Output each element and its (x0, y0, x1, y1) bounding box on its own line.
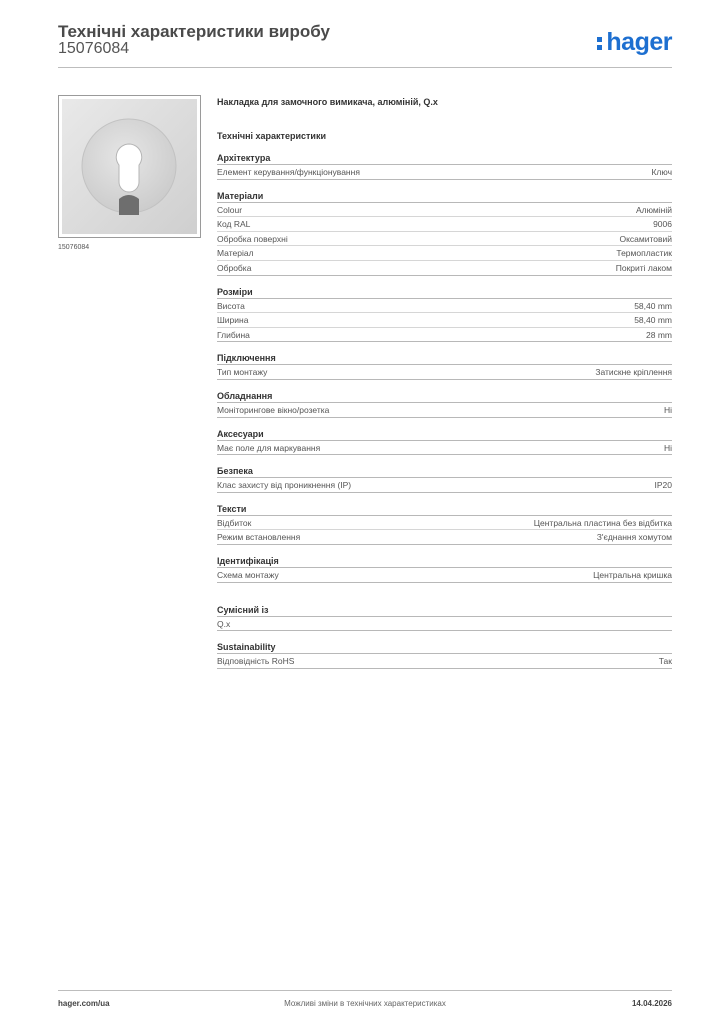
spec-row (217, 203, 672, 218)
spec-value: 58,40 mm (634, 300, 672, 311)
spec-label: Код RAL (217, 219, 251, 230)
section-title: Аксесуари (217, 427, 672, 441)
footer-disclaimer: Можливі зміни в технічних характеристиках (284, 999, 446, 1008)
section-title: Архітектура (217, 151, 672, 165)
spec-row (217, 232, 672, 247)
spec-section (217, 502, 672, 545)
spec-row (217, 441, 672, 456)
spec-row (217, 217, 672, 232)
logo-text: hager (606, 28, 672, 56)
spec-value: Ключ (651, 167, 672, 177)
spec-value: 9006 (653, 219, 672, 230)
section-title: Обладнання (217, 389, 672, 403)
spec-value: Ні (663, 404, 672, 415)
spec-value: Центральна пластина без відбитка (533, 517, 672, 528)
spec-label: Відповідність RoHS (217, 656, 295, 667)
spec-row (217, 654, 672, 669)
section-title: Матеріали (217, 189, 672, 203)
spec-section (217, 351, 672, 380)
spec-value: 28 mm (646, 329, 672, 340)
spec-row (217, 299, 672, 314)
spec-label: Клас захисту від проникнення (IP) (217, 480, 352, 491)
spec-value: Алюміній (636, 204, 672, 215)
spec-value: Оксамитовий (619, 233, 672, 244)
spec-sections (217, 151, 672, 669)
spec-section (217, 464, 672, 493)
spec-label: Глибина (217, 329, 250, 340)
spec-label: Ширина (217, 315, 249, 326)
image-caption: 15076084 (58, 244, 90, 251)
spec-label: Режим встановлення (217, 532, 301, 543)
spec-row (217, 403, 672, 418)
spec-section (217, 189, 672, 276)
spec-row (217, 617, 672, 632)
spec-value: Так (658, 656, 672, 667)
spec-row (217, 165, 672, 180)
footer-website-link[interactable]: hager.com/ua (58, 999, 110, 1008)
section-title: Безпека (217, 464, 672, 478)
spec-section (217, 640, 672, 669)
tech-specs-heading: Технічні характеристики (217, 131, 326, 141)
spec-label: Colour (217, 204, 243, 215)
page-header (58, 22, 672, 68)
logo-colon-icon (597, 36, 603, 50)
spec-row (217, 478, 672, 493)
section-title: Ідентифікація (217, 554, 672, 568)
spec-label: Матеріал (217, 248, 254, 259)
spec-label: Обробка поверхні (217, 233, 288, 244)
spec-label: Тип монтажу (217, 367, 268, 378)
spec-value: IP20 (654, 480, 672, 491)
page-title: Технічні характеристики виробу (58, 22, 330, 41)
spec-section (217, 554, 672, 583)
spec-value: Центральна кришка (593, 569, 672, 580)
spec-section (217, 603, 672, 632)
product-name: Накладка для замочного вимикача, алюміній, Q.x (217, 97, 438, 107)
spec-section (217, 427, 672, 456)
product-code: 15076084 (58, 40, 130, 57)
spec-value: Затискне кріплення (595, 367, 672, 378)
spec-section (217, 285, 672, 343)
section-title: Підключення (217, 351, 672, 365)
spec-label: Має поле для маркування (217, 442, 321, 453)
keyswitch-cover-image (62, 99, 197, 234)
spec-row (217, 246, 672, 261)
section-title: Sustainability (217, 640, 672, 654)
spec-row (217, 516, 672, 531)
spec-row (217, 328, 672, 343)
section-title: Сумісний із (217, 603, 672, 617)
spec-label: Q.x (217, 618, 231, 629)
page-footer (58, 990, 672, 1014)
spec-label: Обробка (217, 262, 252, 273)
spec-value: Ні (663, 442, 672, 453)
spec-label: Відбиток (217, 517, 252, 528)
spec-content (217, 95, 672, 678)
spec-value: Покриті лаком (615, 262, 672, 273)
spec-section (217, 389, 672, 418)
section-title: Тексти (217, 502, 672, 516)
spec-row (217, 261, 672, 276)
spec-section (217, 151, 672, 180)
spec-value: 58,40 mm (634, 315, 672, 326)
spec-value: Термопластик (616, 248, 672, 259)
spec-label: Елемент керування/функціонування (217, 167, 360, 177)
spec-row (217, 568, 672, 583)
spec-label: Моніторингове вікно/розетка (217, 404, 330, 415)
product-image (58, 95, 201, 238)
spec-label: Висота (217, 300, 245, 311)
spec-row (217, 313, 672, 328)
spec-value: З'єднання хомутом (596, 532, 672, 543)
spec-row (217, 365, 672, 380)
section-title: Розміри (217, 285, 672, 299)
spec-label: Схема монтажу (217, 569, 279, 580)
footer-date: 14.04.2026 (631, 999, 672, 1008)
hager-logo (597, 28, 672, 57)
spec-row (217, 530, 672, 545)
